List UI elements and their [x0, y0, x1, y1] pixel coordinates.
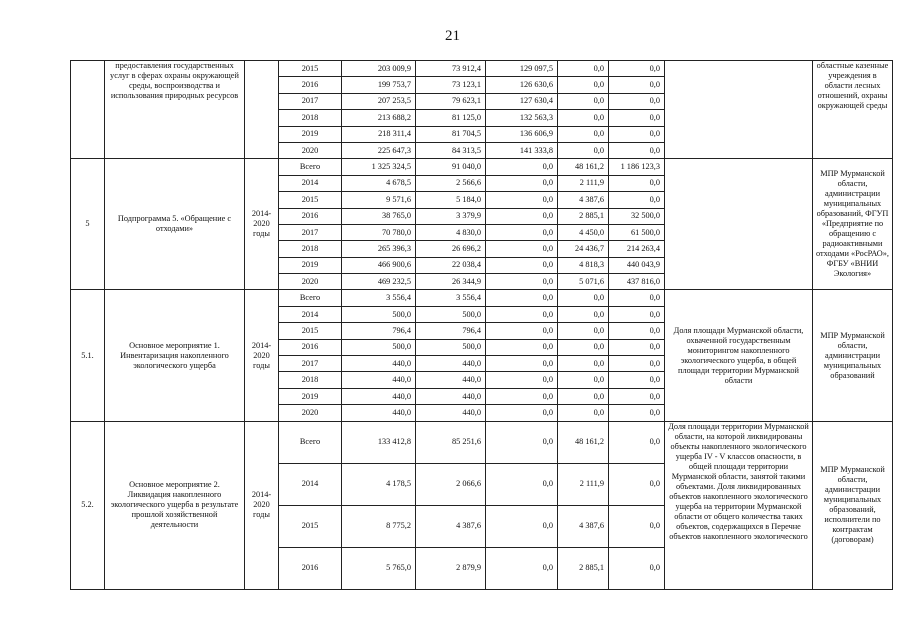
- other-sources-cell: 0,0: [609, 290, 665, 306]
- year-cell: 2015: [279, 323, 342, 339]
- year-cell: 2020: [279, 405, 342, 421]
- year-cell: 2015: [279, 505, 342, 547]
- table-row: [71, 290, 893, 306]
- regional-budget-cell: 4 830,0: [416, 224, 486, 240]
- total-cell: 9 571,6: [342, 192, 416, 208]
- regional-budget-cell: 500,0: [416, 339, 486, 355]
- total-cell: 440,0: [342, 405, 416, 421]
- budget-cell: 0,0: [486, 208, 558, 224]
- total-cell: 3 556,4: [342, 290, 416, 306]
- budget-cell: 0,0: [486, 306, 558, 322]
- total-cell: 8 775,2: [342, 505, 416, 547]
- federal-budget-cell: 0,0: [558, 93, 609, 109]
- year-cell: 2016: [279, 547, 342, 589]
- budget-cell: 0,0: [486, 323, 558, 339]
- federal-budget-cell: 0,0: [558, 356, 609, 372]
- federal-budget-cell: 0,0: [558, 61, 609, 77]
- other-sources-cell: 0,0: [609, 547, 665, 589]
- total-cell: 265 396,3: [342, 241, 416, 257]
- other-sources-cell: 214 263,4: [609, 241, 665, 257]
- other-sources-cell: 0,0: [609, 339, 665, 355]
- federal-budget-cell: 0,0: [558, 290, 609, 306]
- total-cell: 500,0: [342, 306, 416, 322]
- regional-budget-cell: 91 040,0: [416, 159, 486, 175]
- regional-budget-cell: 26 696,2: [416, 241, 486, 257]
- other-sources-cell: 61 500,0: [609, 224, 665, 240]
- other-sources-cell: 0,0: [609, 142, 665, 158]
- federal-budget-cell: 0,0: [558, 323, 609, 339]
- other-sources-cell: 32 500,0: [609, 208, 665, 224]
- federal-budget-cell: 2 885,1: [558, 208, 609, 224]
- other-sources-cell: 0,0: [609, 306, 665, 322]
- other-sources-cell: 0,0: [609, 405, 665, 421]
- year-cell: 2014: [279, 175, 342, 191]
- budget-cell: 0,0: [486, 241, 558, 257]
- other-sources-cell: 0,0: [609, 372, 665, 388]
- measure-name-cell: предоставления государственных услуг в сферах охраны окружающей среды, воспроизводства и использования природных ресурсов: [105, 61, 245, 159]
- executor-cell: областные казенные учреждения в области лесных отношений, охраны окружающей среды: [813, 61, 893, 159]
- federal-budget-cell: 2 111,9: [558, 463, 609, 505]
- other-sources-cell: 0,0: [609, 61, 665, 77]
- regional-budget-cell: 440,0: [416, 372, 486, 388]
- other-sources-cell: 0,0: [609, 505, 665, 547]
- year-cell: 2019: [279, 126, 342, 142]
- num-cell: 5.2.: [71, 421, 105, 589]
- budget-cell: 0,0: [486, 405, 558, 421]
- other-sources-cell: 0,0: [609, 388, 665, 404]
- regional-budget-cell: 2 879,9: [416, 547, 486, 589]
- year-cell: 2020: [279, 274, 342, 290]
- indicator-cell: Доля площади Мурманской области, охваченной государственным мониторингом накопленного экологического ущерба, в общей площади территории Мурманской области: [665, 290, 813, 421]
- federal-budget-cell: 0,0: [558, 126, 609, 142]
- regional-budget-cell: 22 038,4: [416, 257, 486, 273]
- regional-budget-cell: 500,0: [416, 306, 486, 322]
- year-cell: Всего: [279, 159, 342, 175]
- period-cell: [245, 61, 279, 159]
- regional-budget-cell: 79 623,1: [416, 93, 486, 109]
- budget-cell: 126 630,6: [486, 77, 558, 93]
- federal-budget-cell: 0,0: [558, 110, 609, 126]
- federal-budget-cell: 2 885,1: [558, 547, 609, 589]
- total-cell: 466 900,6: [342, 257, 416, 273]
- other-sources-cell: 0,0: [609, 175, 665, 191]
- federal-budget-cell: 0,0: [558, 339, 609, 355]
- total-cell: 70 780,0: [342, 224, 416, 240]
- regional-budget-cell: 4 387,6: [416, 505, 486, 547]
- regional-budget-cell: 85 251,6: [416, 421, 486, 463]
- total-cell: 5 765,0: [342, 547, 416, 589]
- regional-budget-cell: 84 313,5: [416, 142, 486, 158]
- year-cell: 2015: [279, 192, 342, 208]
- regional-budget-cell: 73 123,1: [416, 77, 486, 93]
- regional-budget-cell: 2 066,6: [416, 463, 486, 505]
- regional-budget-cell: 81 125,0: [416, 110, 486, 126]
- regional-budget-cell: 5 184,0: [416, 192, 486, 208]
- budget-cell: 0,0: [486, 372, 558, 388]
- federal-budget-cell: 24 436,7: [558, 241, 609, 257]
- year-cell: Всего: [279, 421, 342, 463]
- budget-cell: 0,0: [486, 175, 558, 191]
- other-sources-cell: 0,0: [609, 110, 665, 126]
- indicator-cell: [665, 61, 813, 159]
- total-cell: 796,4: [342, 323, 416, 339]
- total-cell: 4 678,5: [342, 175, 416, 191]
- total-cell: 218 311,4: [342, 126, 416, 142]
- budget-cell: 0,0: [486, 505, 558, 547]
- regional-budget-cell: 81 704,5: [416, 126, 486, 142]
- regional-budget-cell: 3 556,4: [416, 290, 486, 306]
- federal-budget-cell: 5 071,6: [558, 274, 609, 290]
- table-row: [71, 159, 893, 175]
- total-cell: 207 253,5: [342, 93, 416, 109]
- total-cell: 440,0: [342, 372, 416, 388]
- federal-budget-cell: 2 111,9: [558, 175, 609, 191]
- period-cell: 2014-2020 годы: [245, 290, 279, 421]
- budget-cell: 0,0: [486, 274, 558, 290]
- indicator-cell: [665, 159, 813, 290]
- indicator-cell: Доля площади территории Мурманской области, на которой ликвидированы объекты накопленного экологического ущерба IV - V классов опасности, в общей площади территории Мурманской области, занятой такими объектами. Доля ликвидированных объектов накопленного экологического ущерба на территории Мурманской области от общего количества таких объектов, содержащихся в Перечне объектов накопленного экологического: [665, 421, 813, 589]
- budget-cell: 0,0: [486, 388, 558, 404]
- budget-cell: 0,0: [486, 224, 558, 240]
- total-cell: 38 765,0: [342, 208, 416, 224]
- table-body: [71, 61, 893, 590]
- total-cell: 1 325 324,5: [342, 159, 416, 175]
- regional-budget-cell: 26 344,9: [416, 274, 486, 290]
- year-cell: 2017: [279, 93, 342, 109]
- year-cell: 2014: [279, 306, 342, 322]
- federal-budget-cell: 48 161,2: [558, 159, 609, 175]
- year-cell: 2016: [279, 339, 342, 355]
- other-sources-cell: 0,0: [609, 356, 665, 372]
- other-sources-cell: 0,0: [609, 323, 665, 339]
- table-row: [71, 421, 893, 463]
- other-sources-cell: 440 043,9: [609, 257, 665, 273]
- federal-budget-cell: 0,0: [558, 142, 609, 158]
- other-sources-cell: 1 186 123,3: [609, 159, 665, 175]
- other-sources-cell: 0,0: [609, 93, 665, 109]
- other-sources-cell: 0,0: [609, 77, 665, 93]
- executor-cell: МПР Мурманской области, администрации муниципальных образований, ФГУП «Предприятие по обращению с радиоактивными отходами «РосРАО», ФГБУ «ВНИИ Экология»: [813, 159, 893, 290]
- year-cell: 2015: [279, 61, 342, 77]
- regional-budget-cell: 440,0: [416, 405, 486, 421]
- other-sources-cell: 0,0: [609, 192, 665, 208]
- year-cell: 2018: [279, 110, 342, 126]
- federal-budget-cell: 4 387,6: [558, 505, 609, 547]
- total-cell: 225 647,3: [342, 142, 416, 158]
- budget-cell: 129 097,5: [486, 61, 558, 77]
- other-sources-cell: 0,0: [609, 463, 665, 505]
- period-cell: 2014-2020 годы: [245, 159, 279, 290]
- total-cell: 4 178,5: [342, 463, 416, 505]
- budget-cell: 0,0: [486, 192, 558, 208]
- year-cell: 2016: [279, 208, 342, 224]
- page-number: 21: [445, 28, 460, 44]
- other-sources-cell: 0,0: [609, 421, 665, 463]
- budget-cell: 132 563,3: [486, 110, 558, 126]
- year-cell: 2017: [279, 356, 342, 372]
- budget-cell: 0,0: [486, 547, 558, 589]
- federal-budget-cell: 0,0: [558, 405, 609, 421]
- federal-budget-cell: 4 450,0: [558, 224, 609, 240]
- executor-cell: МПР Мурманской области, администрации муниципальных образований, исполнители по контрактам (договорам): [813, 421, 893, 589]
- other-sources-cell: 0,0: [609, 126, 665, 142]
- year-cell: 2016: [279, 77, 342, 93]
- budget-cell: 0,0: [486, 463, 558, 505]
- num-cell: [71, 61, 105, 159]
- measure-name-cell: Подпрограмма 5. «Обращение с отходами»: [105, 159, 245, 290]
- budget-cell: 0,0: [486, 421, 558, 463]
- total-cell: 213 688,2: [342, 110, 416, 126]
- regional-budget-cell: 440,0: [416, 356, 486, 372]
- budget-cell: 141 333,8: [486, 142, 558, 158]
- executor-cell: МПР Мурманской области, администрации муниципальных образований: [813, 290, 893, 421]
- budget-cell: 0,0: [486, 159, 558, 175]
- budget-cell: 127 630,4: [486, 93, 558, 109]
- measure-name-cell: Основное мероприятие 1. Инвентаризация накопленного экологического ущерба: [105, 290, 245, 421]
- period-cell: 2014-2020 годы: [245, 421, 279, 589]
- total-cell: 440,0: [342, 388, 416, 404]
- federal-budget-cell: 4 387,6: [558, 192, 609, 208]
- federal-budget-cell: 0,0: [558, 388, 609, 404]
- budget-cell: 0,0: [486, 339, 558, 355]
- regional-budget-cell: 2 566,6: [416, 175, 486, 191]
- year-cell: 2017: [279, 224, 342, 240]
- measure-name-cell: Основное мероприятие 2. Ликвидация накопленного экологического ущерба в результате прошлой хозяйственной деятельности: [105, 421, 245, 589]
- budget-cell: 0,0: [486, 257, 558, 273]
- year-cell: 2019: [279, 257, 342, 273]
- total-cell: 500,0: [342, 339, 416, 355]
- total-cell: 440,0: [342, 356, 416, 372]
- budget-cell: 0,0: [486, 290, 558, 306]
- year-cell: Всего: [279, 290, 342, 306]
- year-cell: 2018: [279, 241, 342, 257]
- total-cell: 199 753,7: [342, 77, 416, 93]
- total-cell: 133 412,8: [342, 421, 416, 463]
- other-sources-cell: 437 816,0: [609, 274, 665, 290]
- regional-budget-cell: 796,4: [416, 323, 486, 339]
- num-cell: 5: [71, 159, 105, 290]
- num-cell: 5.1.: [71, 290, 105, 421]
- federal-budget-cell: 0,0: [558, 77, 609, 93]
- year-cell: 2020: [279, 142, 342, 158]
- year-cell: 2014: [279, 463, 342, 505]
- table-row: [71, 61, 893, 77]
- regional-budget-cell: 3 379,9: [416, 208, 486, 224]
- year-cell: 2018: [279, 372, 342, 388]
- budget-cell: 0,0: [486, 356, 558, 372]
- budget-cell: 136 606,9: [486, 126, 558, 142]
- federal-budget-cell: 48 161,2: [558, 421, 609, 463]
- regional-budget-cell: 440,0: [416, 388, 486, 404]
- total-cell: 203 009,9: [342, 61, 416, 77]
- federal-budget-cell: 4 818,3: [558, 257, 609, 273]
- regional-budget-cell: 73 912,4: [416, 61, 486, 77]
- federal-budget-cell: 0,0: [558, 306, 609, 322]
- total-cell: 469 232,5: [342, 274, 416, 290]
- year-cell: 2019: [279, 388, 342, 404]
- federal-budget-cell: 0,0: [558, 372, 609, 388]
- program-table: [70, 60, 893, 590]
